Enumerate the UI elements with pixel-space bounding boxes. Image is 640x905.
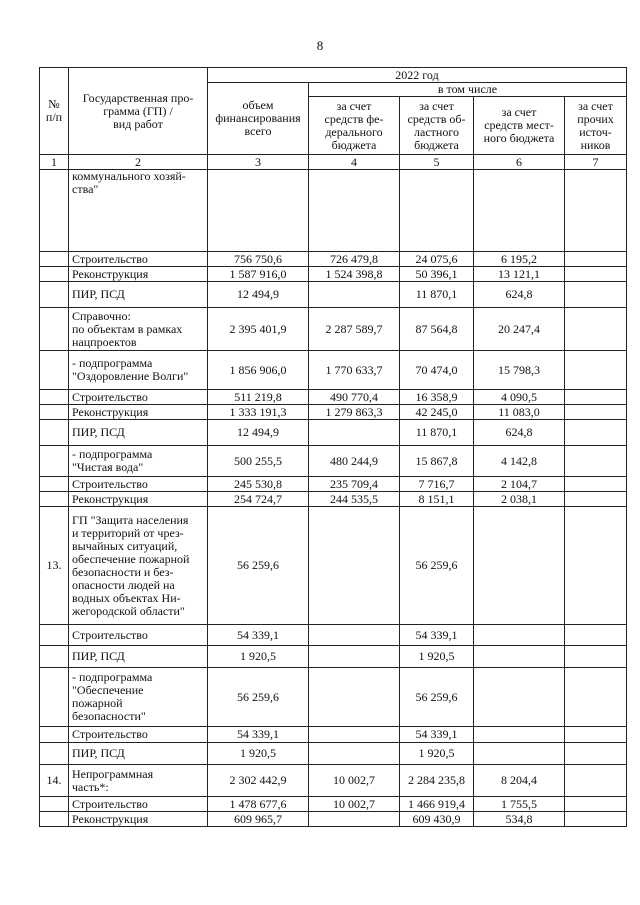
cell-federal: 490 770,4 [309,390,400,405]
row-name: Реконструкция [69,812,208,827]
row-index [40,446,69,477]
cell-total: 609 965,7 [208,812,309,827]
cell-local: 624,8 [474,282,565,308]
cell-total: 1 333 191,3 [208,405,309,420]
cell-local: 2 038,1 [474,492,565,507]
cell-other [565,405,627,420]
cell-other [565,743,627,765]
row-index [40,477,69,492]
row-name: ГП "Защита населения и территорий от чрез- вычайных ситуаций, обеспечение пожарной безопасности и без- опасности людей на водных объектах Ни- жегородской области" [69,507,208,625]
row-index [40,308,69,351]
table-row [40,507,627,625]
cell-other [565,668,627,727]
row-name: Строительство [69,252,208,267]
row-index [40,390,69,405]
cell-local: 15 798,3 [474,351,565,390]
cell-other [565,390,627,405]
cell-other [565,765,627,797]
cell-federal: 235 709,4 [309,477,400,492]
cell-local: 4 142,8 [474,446,565,477]
row-index [40,420,69,446]
row-name: ПИР, ПСД [69,743,208,765]
column-number: 3 [208,155,309,170]
cell-regional: 15 867,8 [400,446,474,477]
header-regional: за счет средств об- ластного бюджета [400,97,474,155]
cell-local: 534,8 [474,812,565,827]
cell-regional [400,170,474,252]
table-row [40,646,627,668]
row-index [40,282,69,308]
cell-federal [309,282,400,308]
table-row [40,282,627,308]
cell-federal [309,812,400,827]
table-row [40,797,627,812]
cell-regional: 11 870,1 [400,420,474,446]
row-name: Строительство [69,797,208,812]
cell-other [565,282,627,308]
cell-total: 56 259,6 [208,668,309,727]
cell-federal: 2 287 589,7 [309,308,400,351]
cell-other [565,308,627,351]
row-name: - подпрограмма "Обеспечение пожарной безопасности" [69,668,208,727]
cell-total: 1 920,5 [208,646,309,668]
cell-total: 54 339,1 [208,625,309,646]
cell-other [565,446,627,477]
row-name: ПИР, ПСД [69,420,208,446]
row-name: Строительство [69,477,208,492]
cell-federal [309,507,400,625]
cell-other [565,351,627,390]
table-row [40,668,627,727]
cell-other [565,646,627,668]
cell-federal [309,743,400,765]
cell-local [474,625,565,646]
cell-other [565,267,627,282]
cell-local [474,668,565,727]
cell-other [565,477,627,492]
page-number: 8 [316,38,324,53]
table-row [40,625,627,646]
row-index [40,492,69,507]
table-row [40,308,627,351]
cell-local [474,743,565,765]
cell-regional: 1 466 919,4 [400,797,474,812]
column-numbers-row [40,155,627,170]
cell-federal: 10 002,7 [309,765,400,797]
row-name: - подпрограмма "Оздоровление Волги" [69,351,208,390]
row-name: Строительство [69,727,208,743]
column-number: 5 [400,155,474,170]
table-row [40,267,627,282]
cell-regional: 16 358,9 [400,390,474,405]
cell-federal: 1 279 863,3 [309,405,400,420]
cell-other [565,492,627,507]
cell-total: 2 395 401,9 [208,308,309,351]
cell-regional: 609 430,9 [400,812,474,827]
cell-local [474,507,565,625]
column-number: 4 [309,155,400,170]
cell-local: 11 083,0 [474,405,565,420]
row-name: Реконструкция [69,267,208,282]
cell-other [565,797,627,812]
cell-local: 624,8 [474,420,565,446]
cell-regional: 50 396,1 [400,267,474,282]
cell-local: 20 247,4 [474,308,565,351]
cell-regional: 24 075,6 [400,252,474,267]
table-row [40,390,627,405]
table-row [40,727,627,743]
row-index [40,812,69,827]
column-number: 7 [565,155,627,170]
cell-federal [309,668,400,727]
table-row [40,420,627,446]
row-name: коммунального хозяй- ства" [69,170,208,252]
cell-local [474,170,565,252]
cell-total: 1 920,5 [208,743,309,765]
row-name: Реконструкция [69,405,208,420]
row-name: Непрограммная часть*: [69,765,208,797]
cell-regional: 56 259,6 [400,668,474,727]
header-index: № п/п [40,68,69,155]
header-total: объем финансирования всего [208,83,309,155]
row-index [40,668,69,727]
row-index [40,170,69,252]
cell-other [565,625,627,646]
table-row [40,446,627,477]
cell-other [565,252,627,267]
table-row [40,351,627,390]
cell-local: 4 090,5 [474,390,565,405]
cell-regional: 8 151,1 [400,492,474,507]
cell-total: 254 724,7 [208,492,309,507]
row-index [40,625,69,646]
cell-local: 8 204,4 [474,765,565,797]
cell-federal [309,625,400,646]
row-index [40,743,69,765]
row-name: - подпрограмма "Чистая вода" [69,446,208,477]
row-name: Реконструкция [69,492,208,507]
cell-federal: 480 244,9 [309,446,400,477]
cell-federal [309,646,400,668]
cell-other [565,812,627,827]
cell-local [474,646,565,668]
cell-regional: 7 716,7 [400,477,474,492]
cell-regional: 1 920,5 [400,743,474,765]
row-name: Строительство [69,625,208,646]
row-name: Строительство [69,390,208,405]
cell-total: 12 494,9 [208,420,309,446]
cell-total: 511 219,8 [208,390,309,405]
table-row [40,477,627,492]
header-including: в том числе [309,83,627,97]
row-index [40,252,69,267]
column-number: 1 [40,155,69,170]
cell-other [565,507,627,625]
table-header [40,68,627,170]
table-row [40,765,627,797]
cell-regional: 70 474,0 [400,351,474,390]
cell-federal [309,170,400,252]
cell-regional: 1 920,5 [400,646,474,668]
header-year: 2022 год [208,68,627,83]
table-row [40,252,627,267]
table-body [40,170,627,827]
cell-total: 500 255,5 [208,446,309,477]
row-index [40,646,69,668]
cell-regional: 11 870,1 [400,282,474,308]
cell-other [565,170,627,252]
table-row [40,812,627,827]
cell-total: 12 494,9 [208,282,309,308]
column-number: 6 [474,155,565,170]
row-name: ПИР, ПСД [69,282,208,308]
cell-local: 1 755,5 [474,797,565,812]
cell-regional: 2 284 235,8 [400,765,474,797]
cell-local: 6 195,2 [474,252,565,267]
cell-local: 2 104,7 [474,477,565,492]
header-federal: за счет средств фе- дерального бюджета [309,97,400,155]
cell-federal: 726 479,8 [309,252,400,267]
cell-local [474,727,565,743]
cell-regional: 54 339,1 [400,625,474,646]
row-name: ПИР, ПСД [69,646,208,668]
table-row [40,492,627,507]
cell-local: 13 121,1 [474,267,565,282]
cell-other [565,727,627,743]
cell-total: 1 587 916,0 [208,267,309,282]
cell-regional: 54 339,1 [400,727,474,743]
row-index: 13. [40,507,69,625]
cell-total: 245 530,8 [208,477,309,492]
cell-federal: 1 524 398,8 [309,267,400,282]
cell-total: 756 750,6 [208,252,309,267]
cell-total: 54 339,1 [208,727,309,743]
table-row [40,743,627,765]
table-row [40,170,627,252]
cell-other [565,420,627,446]
cell-federal: 244 535,5 [309,492,400,507]
budget-table [39,67,627,827]
cell-federal: 1 770 633,7 [309,351,400,390]
row-index [40,727,69,743]
row-index: 14. [40,765,69,797]
cell-regional: 42 245,0 [400,405,474,420]
cell-total: 2 302 442,9 [208,765,309,797]
cell-total [208,170,309,252]
row-name: Справочно: по объектам в рамках нацпроектов [69,308,208,351]
header-other: за счет прочих источ- ников [565,97,627,155]
cell-regional: 87 564,8 [400,308,474,351]
row-index [40,405,69,420]
row-index [40,267,69,282]
cell-federal: 10 002,7 [309,797,400,812]
cell-regional: 56 259,6 [400,507,474,625]
cell-federal [309,420,400,446]
header-program: Государственная про- грамма (ГП) / вид работ [69,68,208,155]
column-number: 2 [69,155,208,170]
cell-total: 1 478 677,6 [208,797,309,812]
cell-total: 56 259,6 [208,507,309,625]
cell-federal [309,727,400,743]
row-index [40,797,69,812]
row-index [40,351,69,390]
header-local: за счет средств мест- ного бюджета [474,97,565,155]
cell-total: 1 856 906,0 [208,351,309,390]
table-row [40,405,627,420]
